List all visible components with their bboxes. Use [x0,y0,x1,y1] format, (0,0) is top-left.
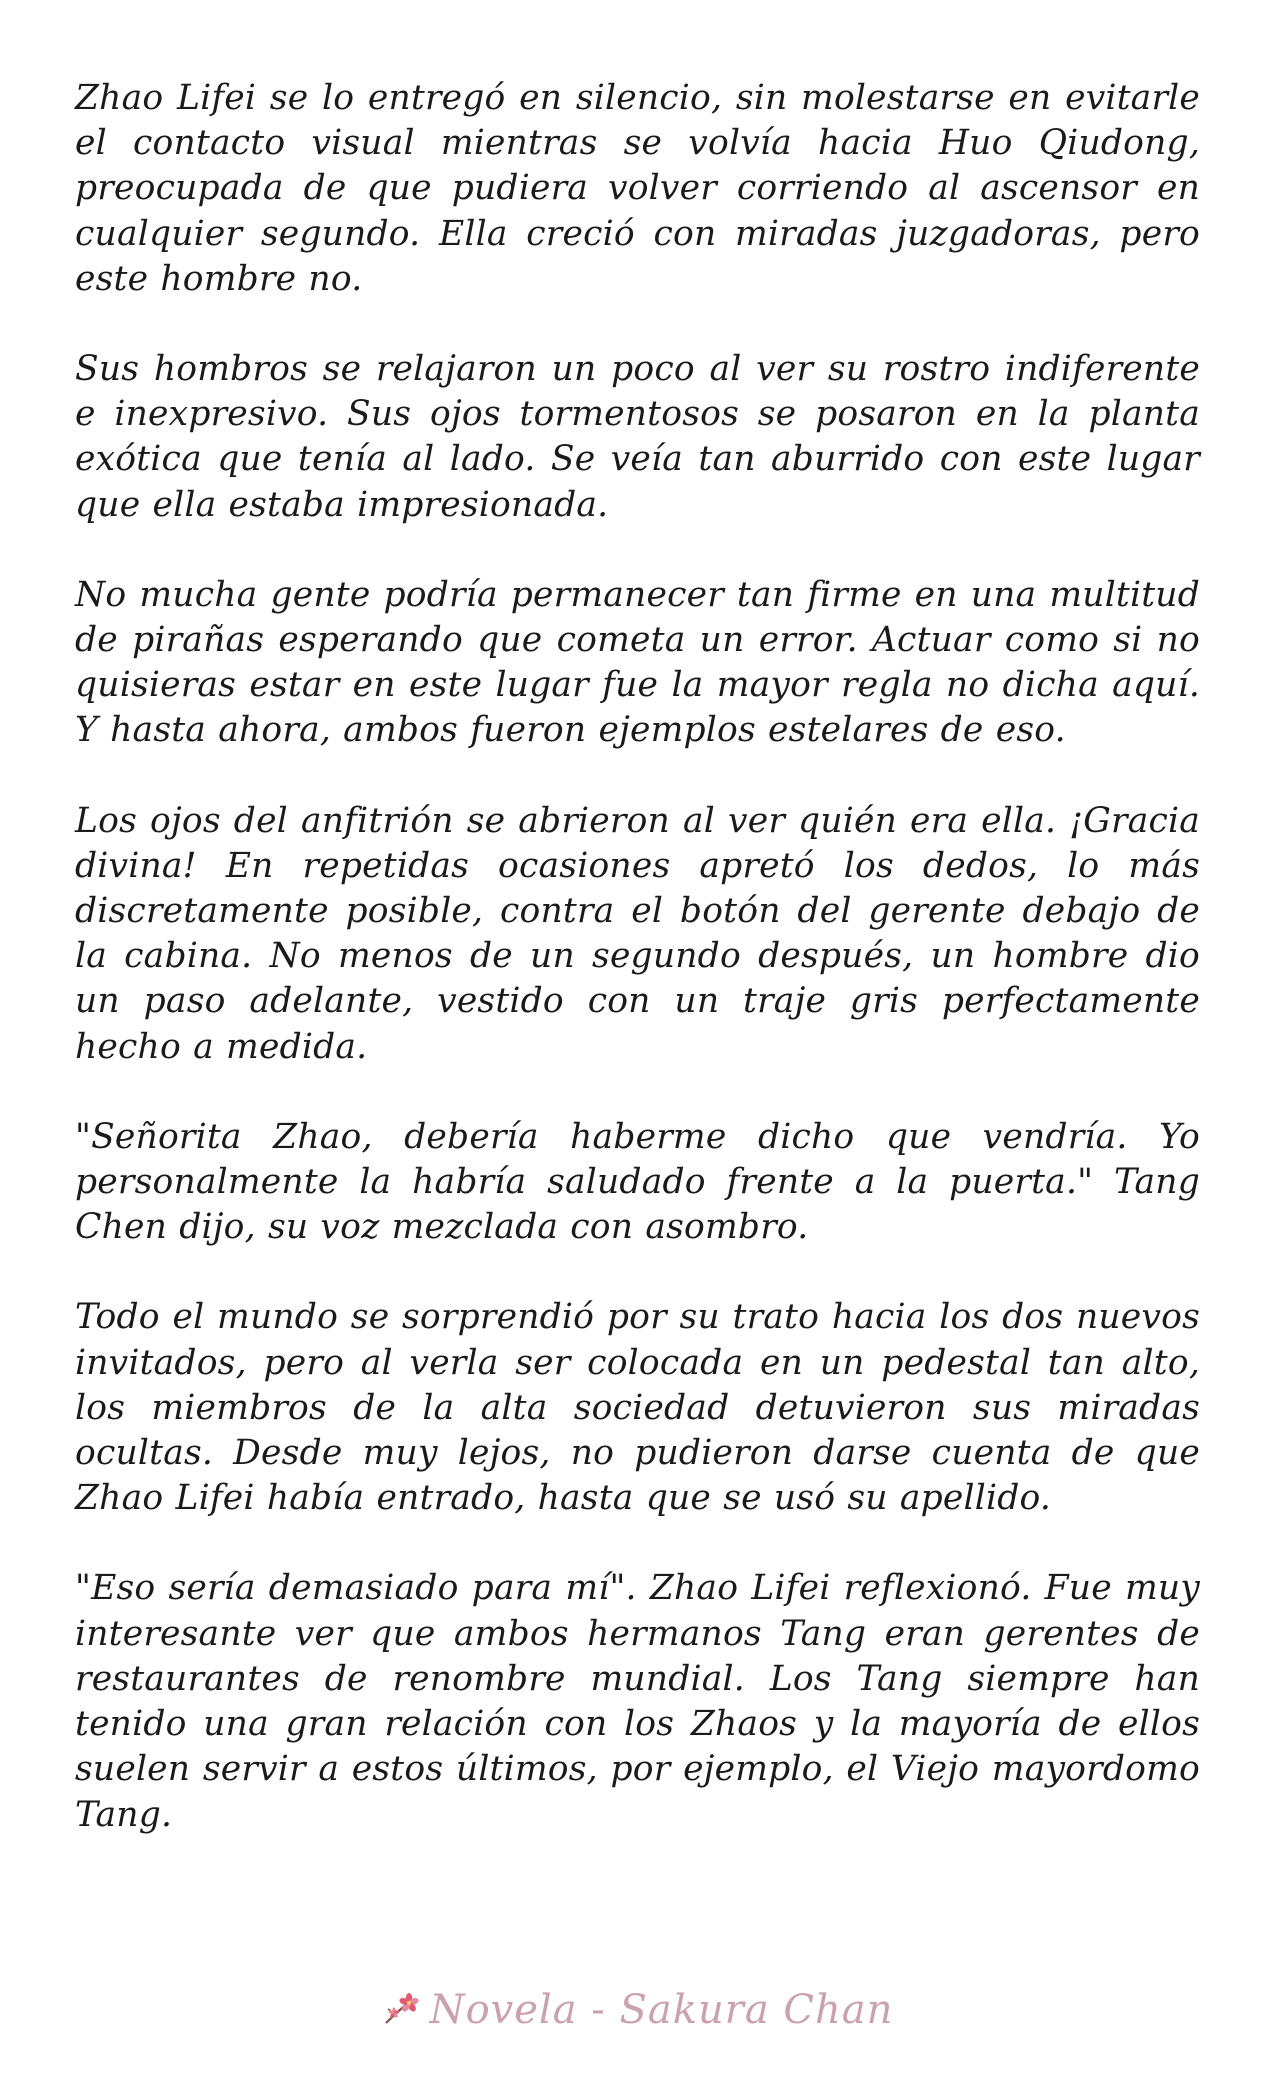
paragraph: "Eso sería demasiado para mí". Zhao Lifei reflexionó. Fue muy interesante ver que ambos hermanos Tang eran gerentes de restaurantes de renombre mundial. Los Tang siempre han tenido una gran relación con los Zhaos y la mayoría de ellos suelen servir a estos últimos, por ejemplo, el Viejo mayordomo Tang. [75,1568,1200,1835]
watermark [0,1980,1275,2040]
watermark-text: Novela - Sakura Chan [429,1987,894,2033]
paragraph: Todo el mundo se sorprendió por su trato hacia los dos nuevos invitados, pero al verla ser colocada en un pedestal tan alto, los miembros de la alta sociedad detuvieron sus miradas ocultas. Desde muy lejos, no pudieron darse cuenta de que Zhao Lifei había entrado, hasta que se usó su apellido. [75,1297,1200,1519]
cherry-blossom-icon [382,1993,424,2027]
paragraph: Los ojos del anfitrión se abrieron al ver quién era ella. ¡Gracia divina! En repetidas ocasiones apretó los dedos, lo más discretamente posible, contra el botón del gerente debajo de la cabina. No menos de un segundo después, un hombre dio un paso adelante, vestido con un traje gris perfectamente hecho a medida. [75,800,1200,1067]
paragraph: No mucha gente podría permanecer tan firme en una multitud de pirañas esperando que cometa un error. Actuar como si no quisieras estar en este lugar fue la mayor regla no dicha aquí. Y hasta ahora, ambos fueron ejemplos estelares de eso. [75,574,1200,751]
paragraph: Zhao Lifei se lo entregó en silencio, sin molestarse en evitarle el contacto visual mientras se volvía hacia Huo Qiudong, preocupada de que pudiera volver corriendo al ascensor en cualquier segundo. Ella creció con miradas juzgadoras, pero este hombre no. [75,78,1200,299]
paragraph: Sus hombros se relajaron un poco al ver su rostro indiferente e inexpresivo. Sus ojos tormentosos se posaron en la planta exótica que tenía al lado. Se veía tan aburrido con este lugar que ella estaba impresionada. [75,349,1200,525]
paragraph: "Señorita Zhao, debería haberme dicho que vendría. Yo personalmente la habría saludado frente a la puerta." Tang Chen dijo, su voz mezclada con asombro. [75,1116,1200,1248]
document-body [75,76,1200,1883]
